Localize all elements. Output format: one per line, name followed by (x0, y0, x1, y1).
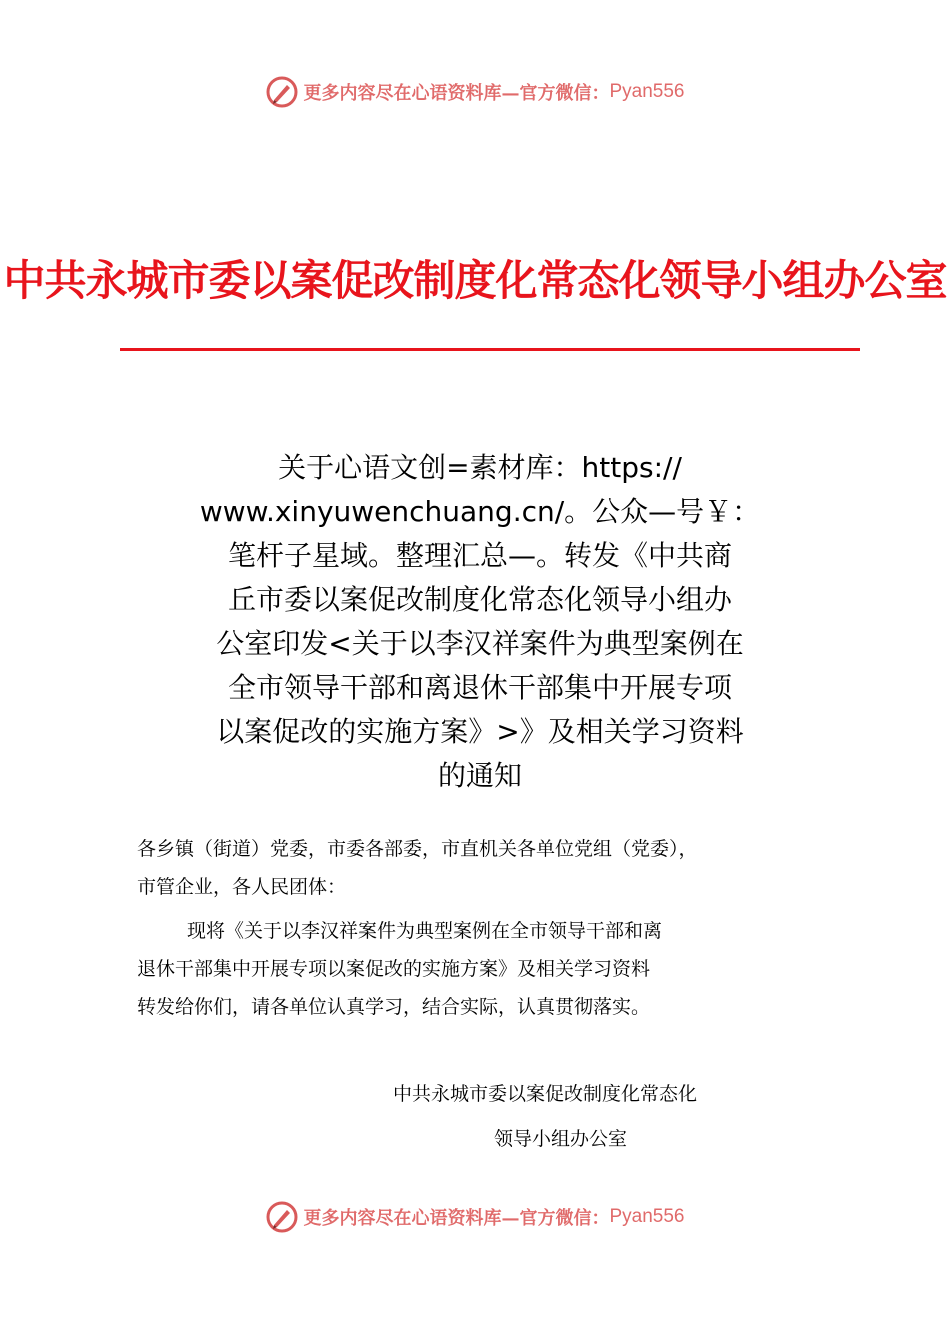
banner-text: 更多内容尽在心语资料库—官方微信： (303, 83, 610, 104)
banner-wechat-id: Pyan556 (609, 1206, 685, 1227)
title-line: www.xinyuwenchuang.cn/。公众—号￥： (199, 495, 761, 528)
body-line: 转发给你们，请各单位认真学习，结合实际，认真贯彻落实。 (137, 996, 651, 1018)
document-title (150, 446, 810, 798)
footer-banner (0, 1197, 950, 1237)
title-line: 公室印发<关于以李汉祥案件为典型案例在 (216, 627, 744, 660)
title-line: 全市领导干部和离退休干部集中开展专项 (227, 671, 732, 704)
signature-line: 中共永城市委以案促改制度化常态化 (393, 1083, 698, 1105)
banner-text: 更多内容尽在心语资料库—官方微信： (303, 1208, 610, 1229)
body-paragraph (137, 912, 837, 1026)
signature-line: 领导小组办公室 (494, 1128, 628, 1150)
body-line: 退休干部集中开展专项以案促改的实施方案》及相关学习资料 (137, 958, 651, 980)
banner-wechat-id: Pyan556 (609, 81, 685, 102)
body-line: 现将《关于以李汉祥案件为典型案例在全市领导干部和离 (187, 920, 663, 942)
pen-circle-logo-icon (265, 1200, 299, 1234)
salutation (137, 830, 837, 906)
org-title: 中共永城市委以案促改制度化常态化领导小组办公室 (3, 256, 947, 305)
title-line: 关于心语文创=素材库：https:// (278, 451, 682, 484)
salutation-line: 各乡镇（街道）党委，市委各部委，市直机关各单位党组（党委）， (137, 838, 698, 860)
title-line: 笔杆子星域。整理汇总—。转发《中共商 (227, 539, 732, 572)
pen-circle-logo-icon (265, 75, 299, 109)
salutation-line: 市管企业，各人民团体： (137, 876, 347, 898)
title-line: 以案促改的实施方案》>》及相关学习资料 (216, 715, 744, 748)
title-line: 丘市委以案促改制度化常态化领导小组办 (227, 583, 732, 616)
title-line: 的通知 (437, 759, 522, 792)
header-banner (0, 72, 950, 112)
red-divider (120, 348, 860, 351)
